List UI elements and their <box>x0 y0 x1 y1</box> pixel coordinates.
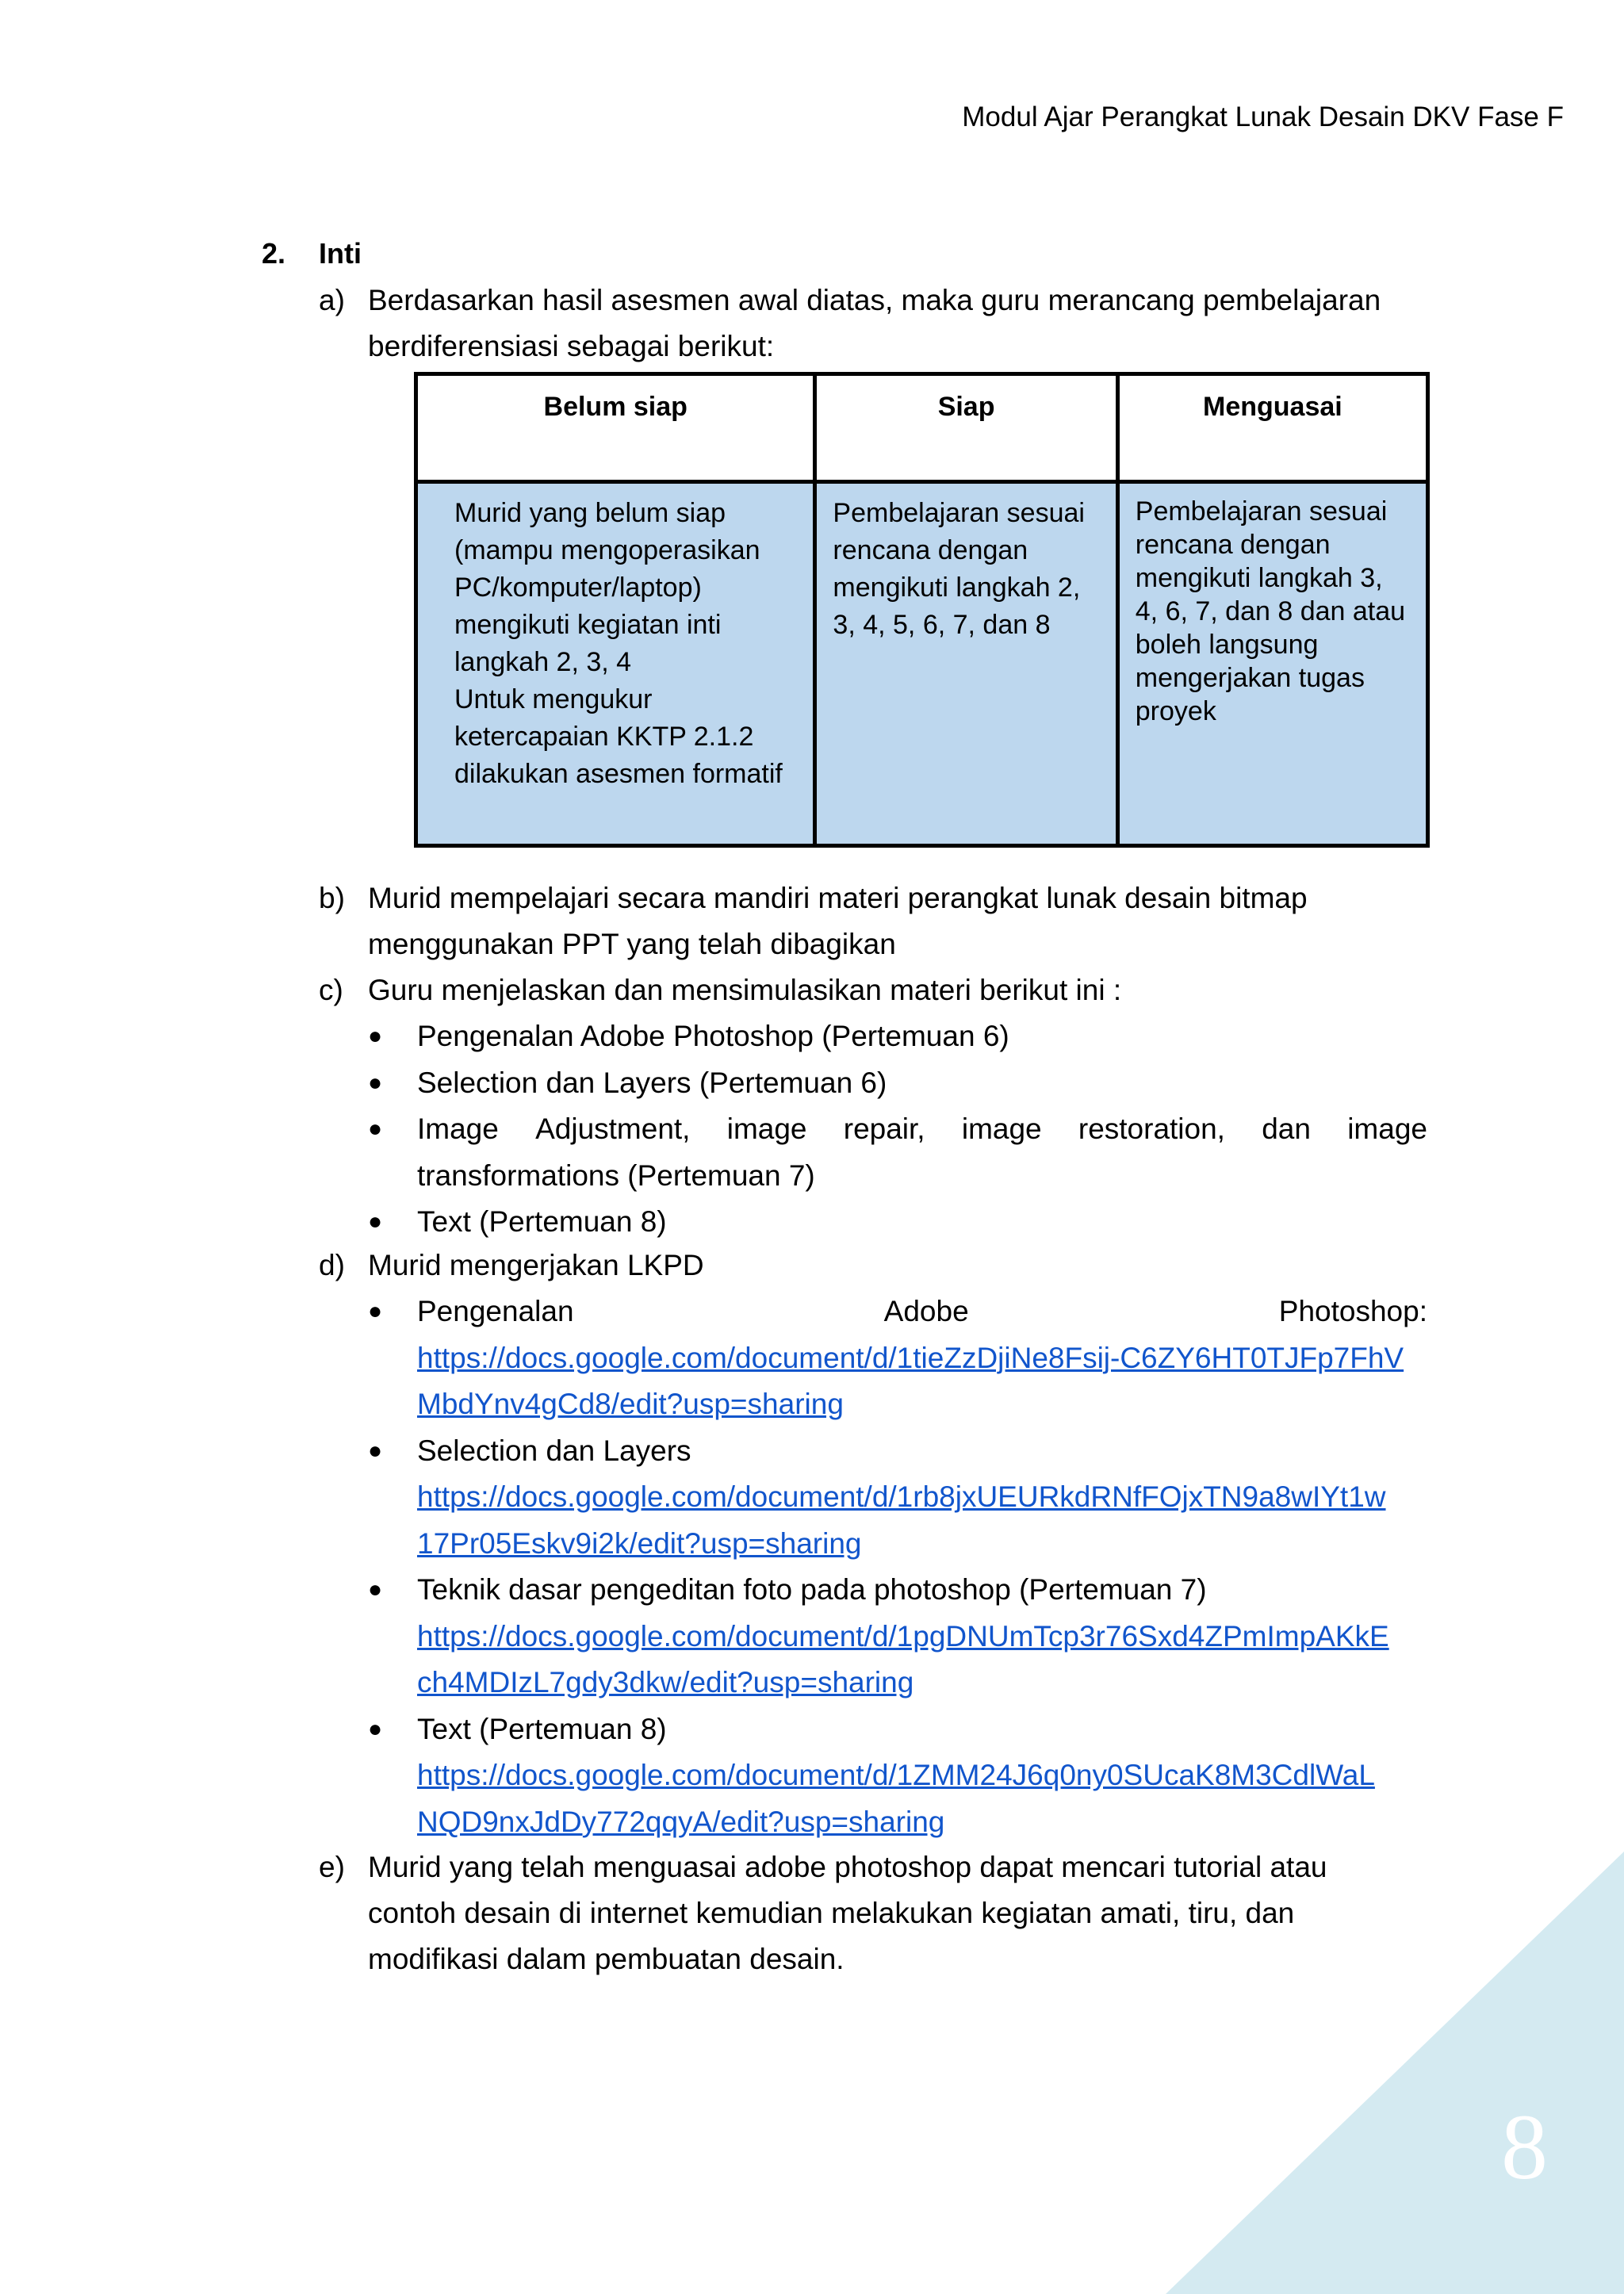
section-title: Inti <box>319 237 362 270</box>
bullet-dot: ● <box>368 1715 383 1742</box>
cell-line: mengikuti langkah 2, <box>833 573 1081 603</box>
cell-line: PC/komputer/laptop) <box>454 573 702 603</box>
list-text-line: Guru menjelaskan dan mensimulasikan materi berikut ini : <box>368 974 1122 1006</box>
bullet-dot: ● <box>368 1069 383 1096</box>
list-text-line: Murid mengerjakan LKPD <box>368 1249 704 1281</box>
section-number: 2. <box>262 237 286 270</box>
bullet-dot: ● <box>368 1576 383 1603</box>
word: restoration, <box>1078 1113 1225 1145</box>
link-line[interactable]: ch4MDIzL7gdy3dkw/edit?usp=sharing <box>417 1666 914 1698</box>
list-letter: c) <box>319 974 343 1006</box>
section-heading <box>262 235 362 273</box>
word: Pengenalan <box>417 1295 574 1327</box>
table-header-cell: Menguasai <box>1117 374 1427 482</box>
bullet-text: Teknik dasar pengeditan foto pada photoshop (Pertemuan 7) <box>417 1573 1207 1606</box>
list-item-b <box>319 875 1427 967</box>
list-letter: d) <box>319 1249 345 1281</box>
bullet-text: Selection dan Layers <box>417 1434 691 1467</box>
bullet-item <box>368 1013 1427 1060</box>
cell-line: rencana dengan <box>833 535 1028 565</box>
lkpd-link-photoshop[interactable] <box>417 1335 1427 1428</box>
link-line[interactable]: 17Pr05Eskv9i2k/edit?usp=sharing <box>417 1526 862 1560</box>
list-text-line: berdiferensiasi sebagai berikut: <box>368 330 775 362</box>
link-line[interactable]: https://docs.google.com/document/d/1pgDNUmTcp3r76Sxd4ZPmImpAKkE <box>417 1619 1389 1653</box>
bullet-justified-line <box>417 1289 1427 1335</box>
page-number: 8 <box>1501 2095 1548 2199</box>
cell-line: Pembelajaran sesuai <box>833 498 1085 528</box>
word: Adjustment, <box>535 1113 691 1145</box>
table-cell-menguasai <box>1117 482 1427 846</box>
bullet-item <box>368 1106 1427 1199</box>
link-line[interactable]: https://docs.google.com/document/d/1tieZzDjiNe8Fsij-C6ZY6HT0TJFp7FhV <box>417 1341 1404 1374</box>
list-item-a <box>319 278 1427 370</box>
bullet-item <box>368 1567 1427 1706</box>
link-line[interactable]: https://docs.google.com/document/d/1ZMM24J6q0ny0SUcaK8M3CdlWaL <box>417 1759 1375 1791</box>
bullet-text: transformations (Pertemuan 7) <box>417 1158 815 1192</box>
cell-line: (mampu mengoperasikan <box>454 535 760 565</box>
table-row <box>416 482 1428 846</box>
bullet-justified-line <box>417 1106 1427 1153</box>
cell-line: mengikuti kegiatan inti <box>454 610 722 640</box>
bullet-item <box>368 1199 1427 1246</box>
lkpd-link-text[interactable] <box>417 1752 1427 1845</box>
list-text-line: menggunakan PPT yang telah dibagikan <box>368 928 896 960</box>
table-header-cell: Siap <box>815 374 1117 482</box>
document-header: Modul Ajar Perangkat Lunak Desain DKV Fase F <box>962 101 1564 132</box>
word: dan <box>1262 1113 1311 1145</box>
list-text-line: Murid mempelajari secara mandiri materi perangkat lunak desain bitmap <box>368 882 1308 914</box>
word: image <box>726 1113 807 1145</box>
word: Photoshop: <box>1278 1295 1427 1327</box>
bullet-item <box>368 1060 1427 1107</box>
list-letter: e) <box>319 1851 345 1883</box>
lkpd-link-editing[interactable] <box>417 1614 1427 1706</box>
list-item-d <box>319 1243 1427 1289</box>
cell-line: Murid yang belum siap <box>454 498 726 528</box>
table-header-cell: Belum siap <box>416 374 815 482</box>
link-line[interactable]: https://docs.google.com/document/d/1rb8jxUEURkdRNfFOjxTN9a8wIYt1w <box>417 1480 1386 1513</box>
table-header-row <box>416 374 1428 482</box>
list-letter: b) <box>319 882 345 914</box>
lkpd-link-selection[interactable] <box>417 1474 1427 1567</box>
cell-line: dilakukan asesmen formatif <box>454 759 783 789</box>
bullet-text: Selection dan Layers (Pertemuan 6) <box>417 1066 887 1099</box>
list-letter: a) <box>319 284 345 316</box>
word: Image <box>417 1113 499 1145</box>
table-cell-belum-siap <box>416 482 815 846</box>
cell-line: mengerjakan tugas <box>1135 663 1365 693</box>
word: repair, <box>843 1113 925 1145</box>
cell-line: Untuk mengukur <box>454 684 653 714</box>
cell-line: proyek <box>1135 696 1216 726</box>
differentiation-table <box>414 372 1430 848</box>
cell-line: boleh langsung <box>1135 630 1319 660</box>
bullet-item <box>368 1289 1427 1428</box>
bullet-dot: ● <box>368 1437 383 1464</box>
link-line[interactable]: MbdYnv4gCd8/edit?usp=sharing <box>417 1388 844 1420</box>
list-item-e <box>319 1844 1427 1982</box>
list-text-line: Berdasarkan hasil asesmen awal diatas, maka guru merancang pembelajaran <box>368 284 1381 316</box>
cell-line: langkah 2, 3, 4 <box>454 647 632 677</box>
bullet-text: Text (Pertemuan 8) <box>417 1712 667 1745</box>
word: image <box>961 1113 1042 1145</box>
word: image <box>1347 1113 1427 1145</box>
word: Adobe <box>883 1295 969 1327</box>
bullet-dot: ● <box>368 1298 383 1324</box>
cell-line: rencana dengan <box>1135 530 1331 560</box>
list-text-line: contoh desain di internet kemudian melakukan kegiatan amati, tiru, dan <box>368 1897 1295 1929</box>
d-bullet-list <box>368 1289 1427 1845</box>
bullet-item <box>368 1428 1427 1568</box>
bullet-dot: ● <box>368 1023 383 1049</box>
bullet-dot: ● <box>368 1116 383 1142</box>
cell-line: mengikuti langkah 3, <box>1135 563 1383 593</box>
bullet-text: Text (Pertemuan 8) <box>417 1205 667 1238</box>
list-text-line: Murid yang telah menguasai adobe photoshop dapat mencari tutorial atau <box>368 1851 1327 1883</box>
cell-line: Pembelajaran sesuai <box>1135 496 1388 527</box>
cell-line: 3, 4, 5, 6, 7, dan 8 <box>833 610 1051 640</box>
bullet-text: Pengenalan Adobe Photoshop (Pertemuan 6) <box>417 1020 1009 1052</box>
table-cell-siap <box>815 482 1117 846</box>
bullet-item <box>368 1706 1427 1846</box>
bullet-dot: ● <box>368 1208 383 1235</box>
list-item-c <box>319 967 1427 1013</box>
cell-line: ketercapaian KKTP 2.1.2 <box>454 722 754 752</box>
cell-line: 4, 6, 7, dan 8 dan atau <box>1135 596 1406 626</box>
link-line[interactable]: NQD9nxJdDy772qqyA/edit?usp=sharing <box>417 1805 945 1838</box>
c-bullet-list <box>368 1013 1427 1246</box>
list-text-line: modifikasi dalam pembuatan desain. <box>368 1943 845 1975</box>
